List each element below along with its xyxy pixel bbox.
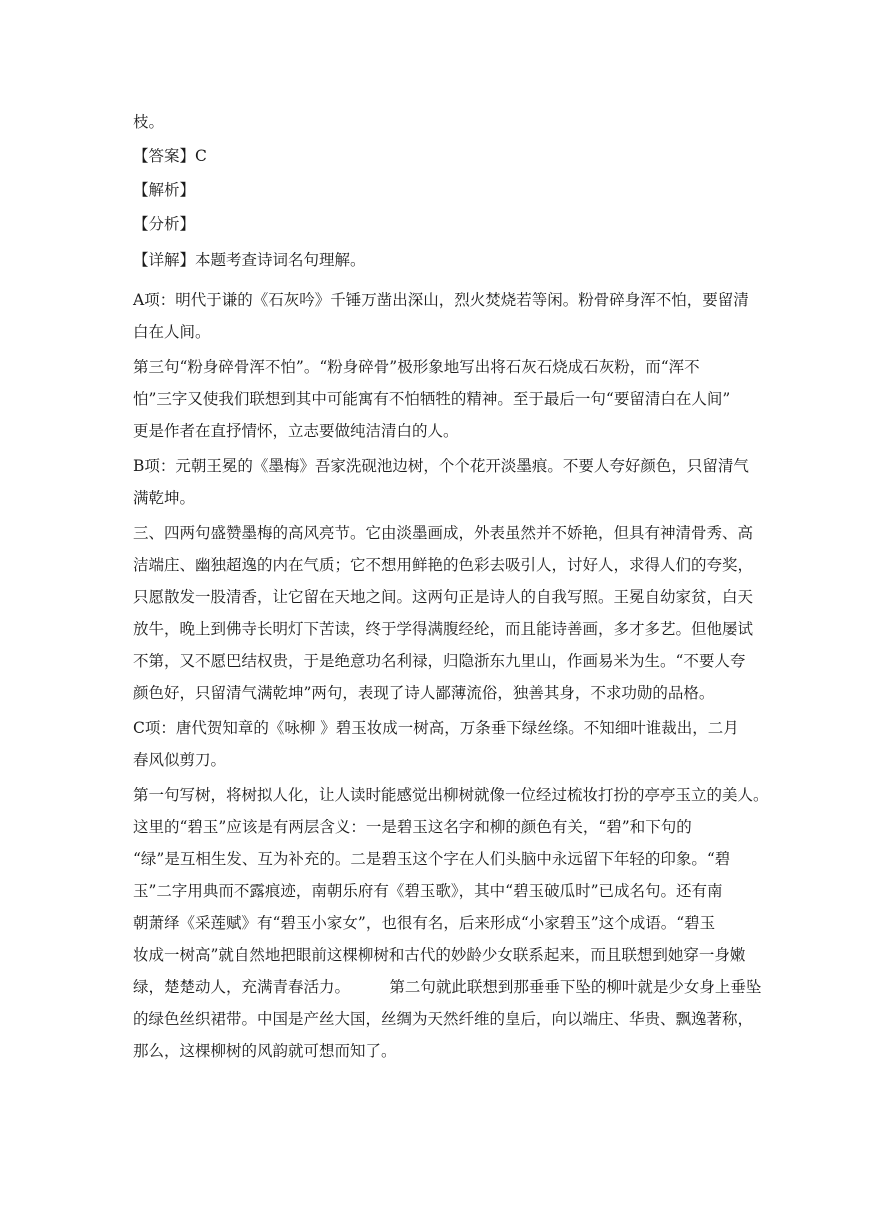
answer-line: 【答案】C [133, 147, 207, 165]
text-line: “绿”是互相生发、互为补充的。二是碧玉这个字在人们头脑中永远留下年轻的印象。“碧 [133, 850, 731, 868]
text-line: C项：唐代贺知章的《咏柳 》碧玉妆成一树高，万条垂下绿丝绦。不知细叶谁裁出，二月 [133, 719, 739, 737]
text-line: A项：明代于谦的《石灰吟》千锤万凿出深山，烈火焚烧若等闲。粉骨碎身浑不怕，要留清 [133, 291, 749, 309]
detail-heading: 【详解】本题考查诗词名句理解。 [133, 251, 366, 269]
text-line: 三、四两句盛赞墨梅的高风亮节。它由淡墨画成，外表虽然并不娇艳，但具有神清骨秀、高 [133, 524, 754, 542]
text-line: 洁端庄、幽独超逸的内在气质；它不想用鲜艳的色彩去吸引人，讨好人，求得人们的夸奖， [133, 556, 754, 574]
text-line: 颜色好，只留清气满乾坤”两句，表现了诗人鄙薄流俗，独善其身，不求功勋的品格。 [133, 684, 715, 702]
text-line: 这里的“碧玉”应该是有两层含义：一是碧玉这名字和柳的颜色有关，“碧”和下句的 [133, 818, 692, 836]
text-line: 玉”二字用典而不露痕迹，南朝乐府有《碧玉歌》，其中“碧玉破瓜时”已成名句。还有南 [133, 882, 723, 900]
text-line: B项：元朝王冕的《墨梅》吾家洗砚池边树，个个花开淡墨痕。不要人夸好颜色，只留清气 [133, 457, 749, 475]
breakdown-heading: 【分析】 [133, 215, 196, 233]
text-line: 白在人间。 [133, 323, 211, 341]
text-line: 满乾坤。 [133, 489, 196, 507]
text-line: 的绿色丝织裙带。中国是产丝大国，丝绸为天然纤维的皇后，向以端庄、华贵、飘逸著称， [133, 1010, 754, 1028]
text-line: 那么，这棵柳树的风韵就可想而知了。 [133, 1042, 397, 1060]
text-line: 绿，楚楚动人，充满青春活力。 第二句就此联想到那垂垂下坠的柳叶就是少女身上垂坠 [133, 978, 762, 996]
text-line: 枝。 [133, 113, 165, 131]
text-line: 妆成一树高”就自然地把眼前这棵柳树和古代的妙龄少女联系起来，而且联想到她穿一身嫩 [133, 946, 746, 964]
text-line: 春风似剪刀。 [133, 751, 227, 769]
text-line: 第三句“粉身碎骨浑不怕”。“粉身碎骨”极形象地写出将石灰石烧成石灰粉，而“浑不 [133, 358, 700, 376]
text-line: 放牛，晚上到佛寺长明灯下苦读，终于学得满腹经纶，而且能诗善画，多才多艺。但他屡试 [133, 620, 754, 638]
text-line: 不第，又不愿巴结权贵，于是绝意功名利禄，归隐浙东九里山，作画易米为生。“不要人夸 [133, 652, 746, 670]
text-line: 第一句写树，将树拟人化，让人读时能感觉出柳树就像一位经过梳妆打扮的亭亭玉立的美人。 [133, 786, 769, 804]
text-line: 更是作者在直抒情怀，立志要做纯洁清白的人。 [133, 422, 459, 440]
text-line: 朝萧绎《采莲赋》有“碧玉小家女”，也很有名，后来形成“小家碧玉”这个成语。“碧玉 [133, 914, 716, 932]
text-line: 怕”三字又使我们联想到其中可能寓有不怕牺牲的精神。至于最后一句“要留清白在人间” [133, 390, 731, 408]
text-line: 只愿散发一股清香，让它留在天地之间。这两句正是诗人的自我写照。王冕自幼家贫，白天 [133, 588, 754, 606]
analysis-heading: 【解析】 [133, 181, 196, 199]
